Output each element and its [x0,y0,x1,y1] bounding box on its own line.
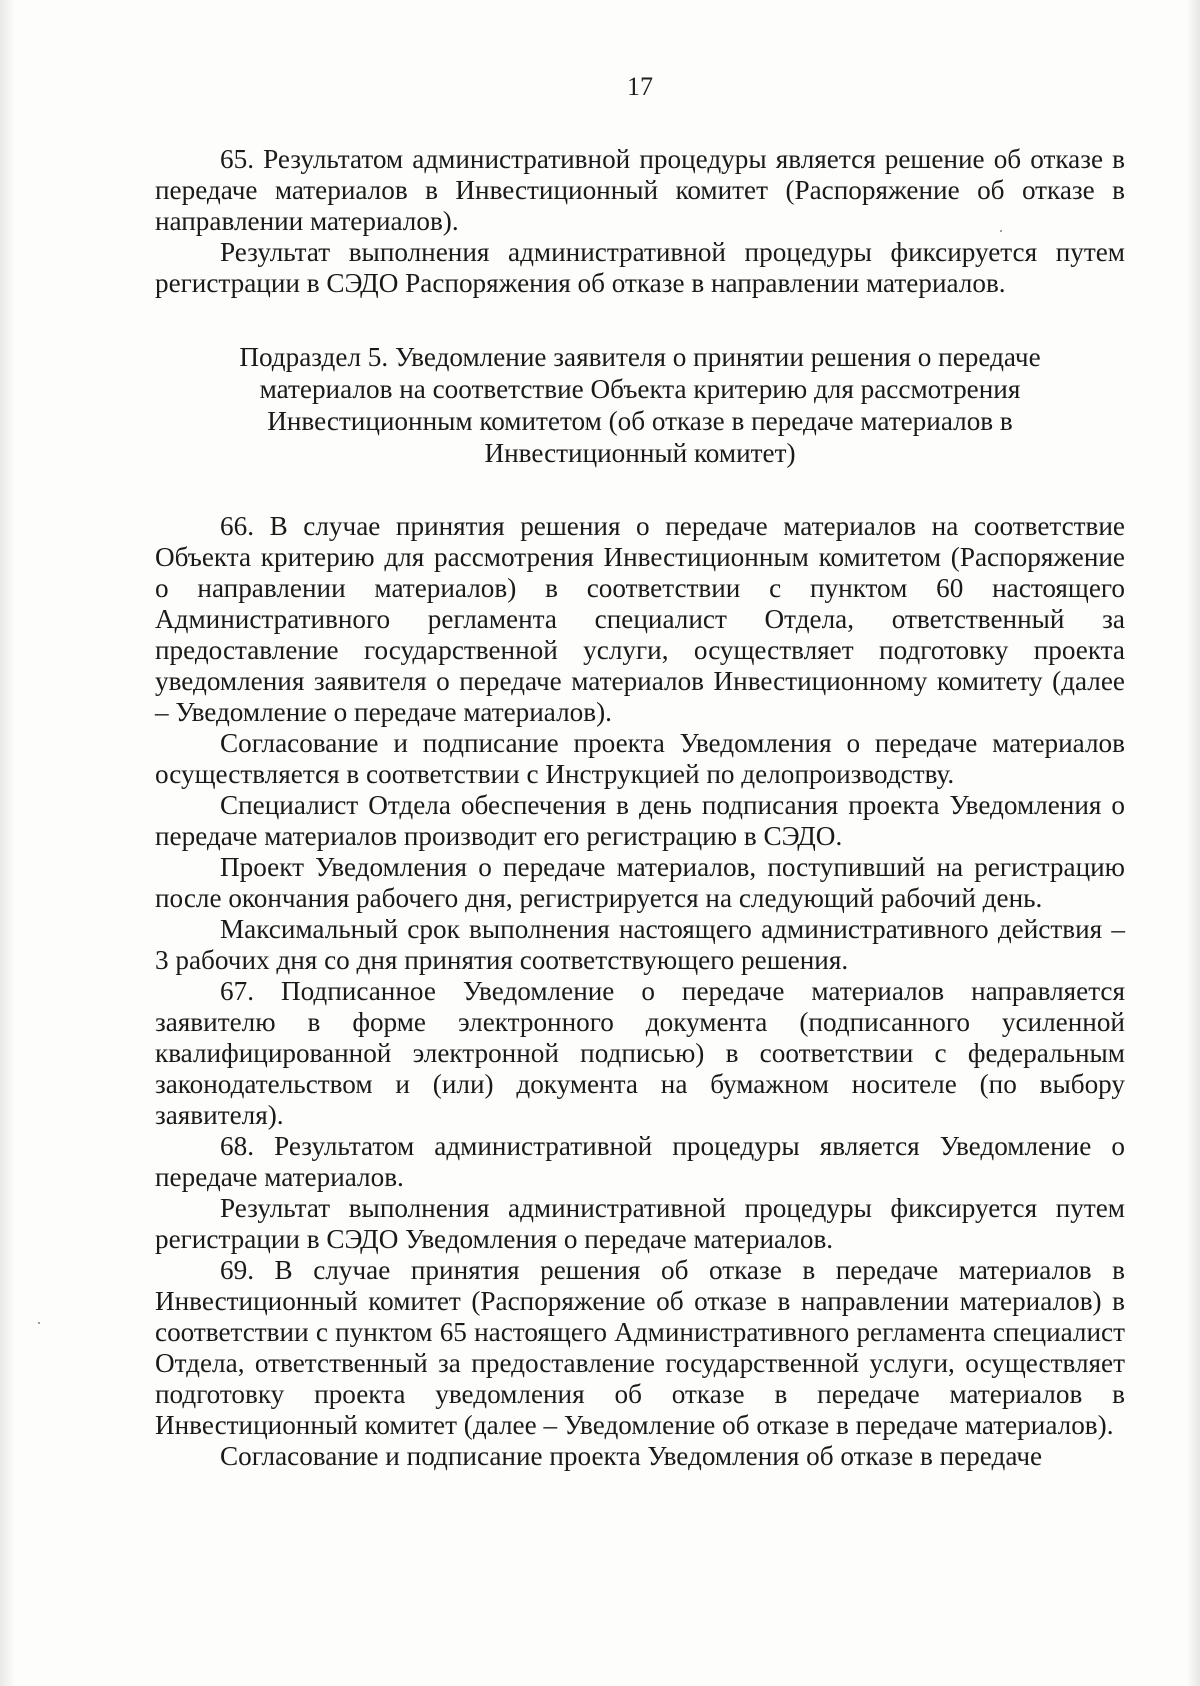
paragraph-65: 65. Результатом административной процедуры является решение об отказе в передаче материалов в Инвестиционный комитет (Распоряжение об отказе в направлении материалов). [155,144,1125,236]
scan-speck [38,1322,40,1324]
paragraph-67: 67. Подписанное Уведомление о передаче материалов направляется заявителю в форме электронного документа (подписанного усиленной квалифицированной электронной подписью) в соответствии с федеральным законодательством и (или) документа на бумажном носителе (по выбору заявителя). [155,976,1125,1130]
subsection-heading: Подраздел 5. Уведомление заявителя о принятии решения о передаче материалов на соответствие Объекта критерию для рассмотрения Инвестиционным комитетом (об отказе в передаче материалов в Инвестиционный комитет) [239,342,1041,468]
scan-speck [1000,230,1002,232]
paragraph-68: 68. Результатом административной процедуры является Уведомление о передаче материалов. [155,1131,1125,1192]
paragraph-68-result: Результат выполнения административной процедуры фиксируется путем регистрации в СЭДО Уведомления о передаче материалов. [155,1193,1125,1254]
page-number: 17 [627,72,653,101]
paragraph-69-approval: Согласование и подписание проекта Уведомления об отказе в передаче [220,1441,1043,1471]
paragraph-66-approval: Согласование и подписание проекта Уведомления о передаче материалов осуществляется в соответствии с Инструкцией по делопроизводству. [155,728,1125,789]
paragraph-66-registration: Специалист Отдела обеспечения в день подписания проекта Уведомления о передаче материалов производит его регистрацию в СЭДО. [155,790,1125,851]
scan-edge-left [0,0,14,1686]
paragraph-66-late-registration: Проект Уведомления о передаче материалов, поступивший на регистрацию после окончания рабочего дня, регистрируется на следующий рабочий день. [155,852,1125,913]
paragraph-65-result: Результат выполнения административной процедуры фиксируется путем регистрации в СЭДО Распоряжения об отказе в направлении материалов. [155,237,1125,298]
scan-edge-right [1188,0,1200,1686]
paragraph-66-deadline: Максимальный срок выполнения настоящего административного действия – 3 рабочих дня со дня принятия соответствующего решения. [155,914,1125,975]
paragraph-66: 66. В случае принятия решения о передаче материалов на соответствие Объекта критерию для рассмотрения Инвестиционным комитетом (Распоряжение о направлении материалов) в соответствии с пунктом 60 настоящего Административного регламента специалист Отдела, ответственный за предоставление государственной услуги, осуществляет подготовку проекта уведомления заявителя о передаче материалов Инвестиционному комитету (далее – Уведомление о передаче материалов). [155,511,1125,727]
document-body [155,144,1125,1472]
paragraph-69: 69. В случае принятия решения об отказе в передаче материалов в Инвестиционный комитет (Распоряжение об отказе в направлении материалов) в соответствии с пунктом 65 настоящего Административного регламента специалист Отдела, ответственный за предоставление государственной услуги, осуществляет подготовку проекта уведомления об отказе в передаче материалов в Инвестиционный комитет (далее – Уведомление об отказе в передаче материалов). [155,1255,1125,1440]
